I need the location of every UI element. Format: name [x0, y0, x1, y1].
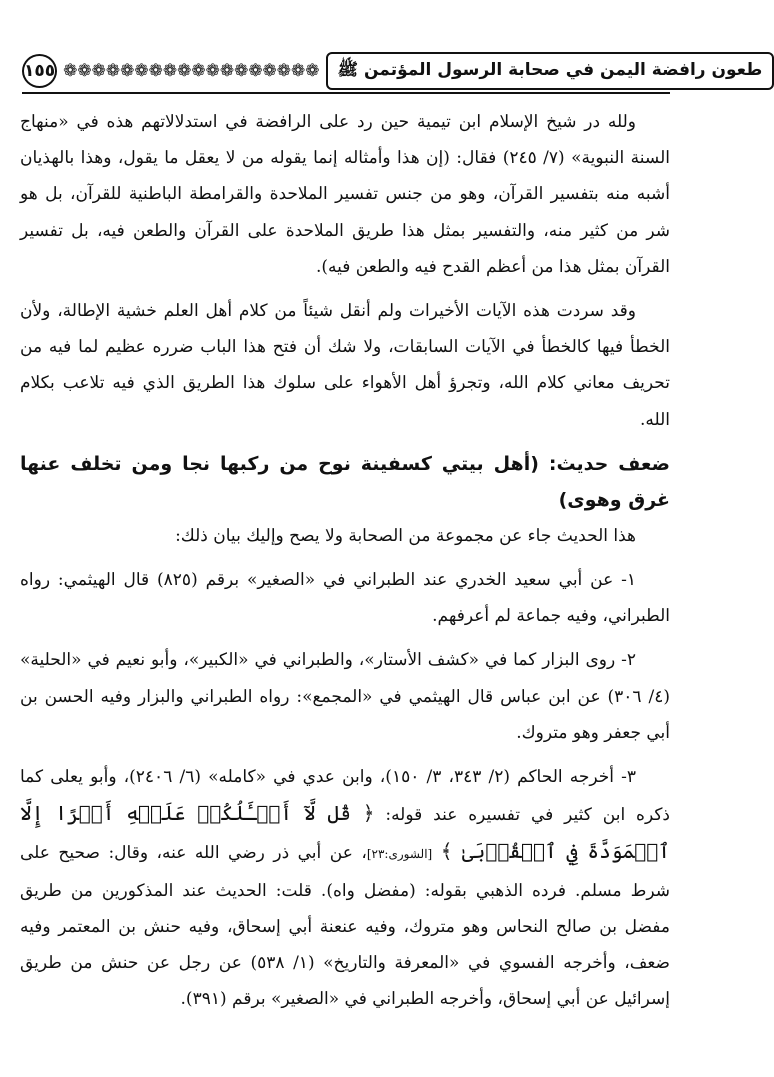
header-divider	[22, 92, 670, 94]
quran-verse: ﴿ قُل لَّآ أَسۡـَٔلُكُمۡ عَلَيۡهِ أَجۡرًا إِلَّا ٱلۡمَوَدَّةَ فِي ٱلۡقُرۡبَىٰ ﴾	[20, 801, 670, 864]
section-heading: ضعف حديث: (أهل بيتي كسفينة نوح من ركبها نجا ومن تخلف عنها غرق وهوى)	[20, 452, 670, 511]
verse-reference: [الشورى:٢٣]	[366, 847, 433, 862]
section-intro: هذا الحديث جاء عن مجموعة من الصحابة ولا يصح وإليك بيان ذلك:	[175, 525, 636, 546]
page-number: ١٥٥	[22, 54, 57, 88]
header-ornament-row: ❁❁❁❁❁❁❁❁❁❁❁❁❁❁❁❁❁❁	[63, 61, 320, 81]
list-item-1: ١- عن أبي سعيد الخدري عند الطبراني في «الصغير» برقم (٨٢٥) قال الهيثمي: رواه الطبراني، وفيه جماعة لم أعرفهم.	[20, 570, 670, 627]
list-item-3	[20, 759, 670, 1017]
page-header	[22, 52, 763, 90]
running-title: طعون رافضة اليمن في صحابة الرسول المؤتمن ﷺ	[326, 52, 774, 90]
list-item-3-text-a: ٣- أخرجه الحاكم (٢/ ٣٤٣، ٣/ ١٥٠)، وابن عدي في «كامله» (٦/ ٢٤٠٦)، وأبو يعلى كما ذكره ابن كثير في تفسيره عند قوله:	[20, 767, 670, 826]
list-item-2: ٢- روى البزار كما في «كشف الأستار»، والطبراني في «الكبير»، وأبو نعيم في «الحلية» (٤/ ٣٠٦) عن ابن عباس قال الهيثمي في «المجمع»: رواه الطبراني والبزار وفيه الحسن بن أبي جعفر وهو متروك.	[20, 650, 670, 743]
paragraph-author-note: وقد سردت هذه الآيات الأخيرات ولم أنقل شيئاً من كلام أهل العلم خشية الإطالة، ولأن الخطأ فيها كالخطأ في الآيات السابقات، ولا شك أن فتح هذا الباب ضرره عظيم لما فيه من تحريف معاني كلام الله، وتجرؤ أهل الأهواء على سلوك هذا الطريق الذي فيه تلاعب بكلام الله.	[20, 301, 670, 430]
page-body	[20, 104, 670, 1025]
paragraph-ibn-taymiyya: ولله در شيخ الإسلام ابن تيمية حين رد على الرافضة في استدلالاتهم هذه في «منهاج السنة النبوية» (٧/ ٢٤٥) فقال: (إن هذا وأمثاله إنما يقوله من لا يعقل ما يقول، وهذا بالهذيان أشبه منه بتفسير القرآن، وهو من جنس تفسير الملاحدة والقرامطة الباطنية للقرآن، بل هو شر من كثير منه، والتفسير بمثل هذا طريق الملاحدة على القرآن والطعن فيه، بل تفسير القرآن بمثل هذا من أعظم القدح فيه والطعن فيه).	[20, 112, 670, 277]
list-item-3-text-b: ، عن أبي ذر رضي الله عنه، وقال: صحيح على شرط مسلم. فرده الذهبي بقوله: (مفضل واه). قلت: الحديث عند المذكورين من طريق مفضل بن صالح النحاس وهو متروك، وفيه عنعنة أبي إسحاق، وفيه حنش بن المعتمر وفيه ضعف، وأخرجه الفسوي في «المعرفة والتاريخ» (١/ ٥٣٨) عن رجل عن حنش من طريق إسرائيل عن أبي إسحاق، وأخرجه الطبراني في «الصغير» برقم (٣٩١).	[20, 843, 670, 1010]
